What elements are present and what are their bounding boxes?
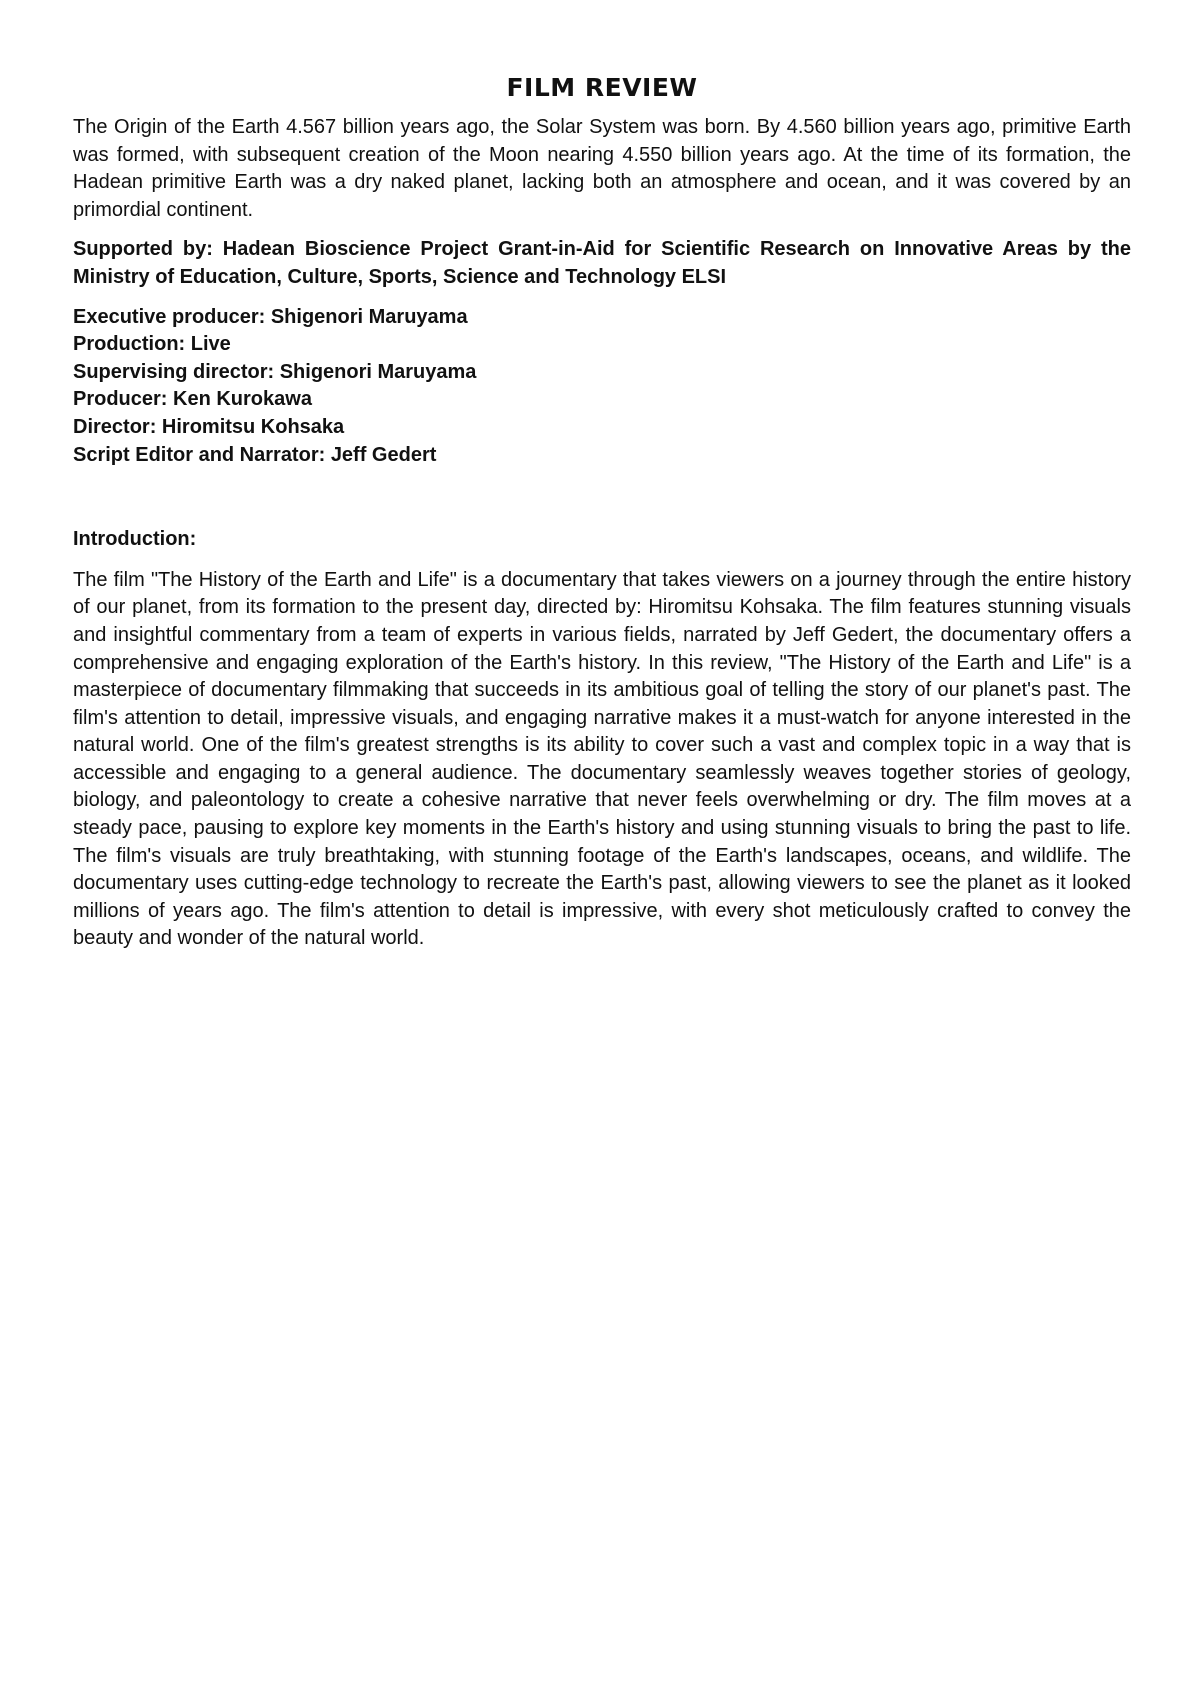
introduction-body: The film "The History of the Earth and Life" is a documentary that takes viewers on a journey through the entire history of our planet, from its formation to the present day, directed by: Hiromitsu Kohsaka. The film features stunning visuals and insightful commentary from a team of experts in various fields, narrated by Jeff Gedert, the documentary offers a comprehensive and engaging exploration of the Earth's history. In this review, "The History of the Earth and Life" is a masterpiece of documentary filmmaking that succeeds in its ambitious goal of telling the story of our planet's past. The film's attention to detail, impressive visuals, and engaging narrative makes it a must-watch for anyone interested in the natural world. One of the film's greatest strengths is its ability to cover such a vast and complex topic in a way that is accessible and engaging to a general audience. The documentary seamlessly weaves together stories of geology, biology, and paleontology to create a cohesive narrative that never feels overwhelming or dry. The film moves at a steady pace, pausing to explore key moments in the Earth's history and using stunning visuals to bring the past to life. The film's visuals are truly breathtaking, with stunning footage of the Earth's landscapes, oceans, and wildlife. The documentary uses cutting-edge technology to recreate the Earth's past, allowing viewers to see the planet as it looked millions of years ago. The film's attention to detail is impressive, with every shot meticulously crafted to convey the beauty and wonder of the natural world. [73, 568, 1131, 950]
credit-director: Director: Hiromitsu Kohsaka [73, 415, 345, 438]
credit-production: Production: Live [73, 333, 231, 356]
credit-supervising-director: Supervising director: Shigenori Maruyama [73, 360, 477, 383]
intro-paragraph: The Origin of the Earth 4.567 billion years ago, the Solar System was born. By 4.560 billion years ago, primitive Earth was formed, with subsequent creation of the Moon nearing 4.550 billion years ago. At the time of its formation, the Hadean primitive Earth was a dry naked planet, lacking both an atmosphere and ocean, and it was covered by an primordial continent. [73, 116, 1131, 221]
credit-script-editor-narrator: Script Editor and Narrator: Jeff Gedert [73, 443, 437, 466]
credits-list [73, 304, 1131, 470]
document-page [73, 0, 1131, 1696]
introduction-heading: Introduction: [73, 528, 197, 551]
supported-by-note: Supported by: Hadean Bioscience Project Grant-in-Aid for Scientific Research on Innovative Areas by the Ministry of Education, Culture, Sports, Science and Technology ELSI [73, 238, 1131, 288]
page-title: FILM REVIEW [506, 73, 698, 102]
credit-executive-producer: Executive producer: Shigenori Maruyama [73, 305, 468, 328]
credit-producer: Producer: Ken Kurokawa [73, 388, 312, 411]
